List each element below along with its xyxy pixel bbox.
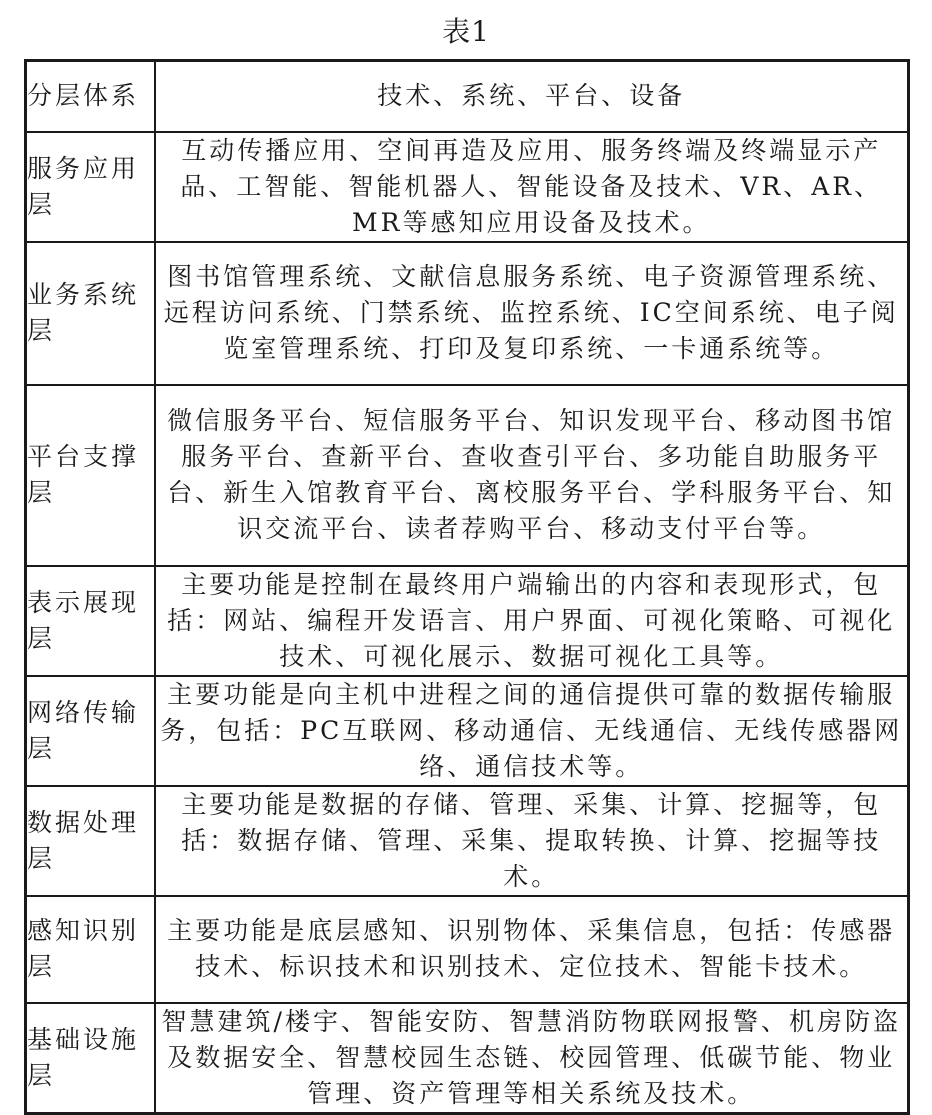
desc-cell bbox=[155, 786, 909, 896]
table-row bbox=[26, 676, 909, 786]
layer-desc: 微信服务平台、短信服务平台、知识发现平台、移动图书馆服务平台、查新平台、查收查引平台、多功能自助服务平台、新生入馆教育平台、离校服务平台、学科服务平台、知识交流平台、读者荐购平台、移动支付平台等。 bbox=[167, 406, 896, 543]
table-row bbox=[26, 242, 909, 385]
layer-cell bbox=[26, 132, 155, 242]
table-row bbox=[26, 566, 909, 676]
layer-desc: 图书馆管理系统、文献信息服务系统、电子资源管理系统、远程访问系统、门禁系统、监控系统、IC空间系统、电子阅览室管理系统、打印及复印系统、一卡通系统等。 bbox=[163, 262, 899, 363]
layer-cell bbox=[26, 385, 155, 566]
layer-name: 网络传输层 bbox=[27, 697, 140, 763]
table-row bbox=[26, 786, 909, 896]
header-desc-cell bbox=[155, 61, 909, 132]
layer-name: 表示展现层 bbox=[27, 587, 140, 653]
layer-cell bbox=[26, 566, 155, 676]
header-layer-cell bbox=[26, 61, 155, 132]
table-header-row bbox=[26, 61, 909, 132]
desc-cell bbox=[155, 676, 909, 786]
header-layer-label: 分层体系 bbox=[27, 81, 140, 111]
layer-name: 平台支撑层 bbox=[27, 442, 140, 507]
table-row bbox=[26, 896, 909, 1003]
layer-name: 基础设施层 bbox=[27, 1024, 140, 1090]
layer-cell bbox=[26, 676, 155, 786]
layer-name: 业务系统层 bbox=[27, 280, 140, 345]
desc-cell bbox=[155, 242, 909, 385]
layer-desc: 主要功能是向主机中进程之间的通信提供可靠的数据传输服务，包括：PC互联网、移动通信、无线通信、无线传感器网络、通信技术等。 bbox=[160, 679, 903, 781]
desc-cell bbox=[155, 896, 909, 1003]
layer-name: 感知识别层 bbox=[27, 916, 140, 981]
table-row bbox=[26, 385, 909, 566]
layer-desc: 智慧建筑/楼宇、智能安防、智慧消防物联网报警、机房防盗及数据安全、智慧校园生态链、校园管理、低碳节能、物业管理、资产管理等相关系统及技术。 bbox=[161, 1006, 901, 1108]
desc-cell bbox=[155, 385, 909, 566]
layer-name: 服务应用层 bbox=[27, 153, 140, 219]
layer-desc: 主要功能是数据的存储、管理、采集、计算、挖掘等，包括：数据存储、管理、采集、提取转换、计算、挖掘等技术。 bbox=[181, 789, 882, 891]
table-row bbox=[26, 132, 909, 242]
header-desc-label: 技术、系统、平台、设备 bbox=[377, 81, 686, 111]
layer-cell bbox=[26, 786, 155, 896]
desc-cell bbox=[155, 132, 909, 242]
layer-cell bbox=[26, 1003, 155, 1114]
layer-table bbox=[24, 59, 910, 1115]
layer-name: 数据处理层 bbox=[27, 807, 140, 873]
layer-desc: 主要功能是底层感知、识别物体、采集信息，包括：传感器技术、标识技术和识别技术、定位技术、智能卡技术。 bbox=[167, 916, 896, 981]
layer-cell bbox=[26, 896, 155, 1003]
layer-cell bbox=[26, 242, 155, 385]
layer-desc: 主要功能是控制在最终用户端输出的内容和表现形式，包括：网站、编程开发语言、用户界面、可视化策略、可视化技术、可视化展示、数据可视化工具等。 bbox=[167, 569, 896, 671]
table-caption: 表1 bbox=[442, 15, 490, 48]
layer-desc: 互动传播应用、空间再造及应用、服务终端及终端显示产品、工智能、智能机器人、智能设备及技术、VR、AR、MR等感知应用设备及技术。 bbox=[180, 135, 883, 237]
desc-cell bbox=[155, 1003, 909, 1114]
desc-cell bbox=[155, 566, 909, 676]
table-row bbox=[26, 1003, 909, 1114]
